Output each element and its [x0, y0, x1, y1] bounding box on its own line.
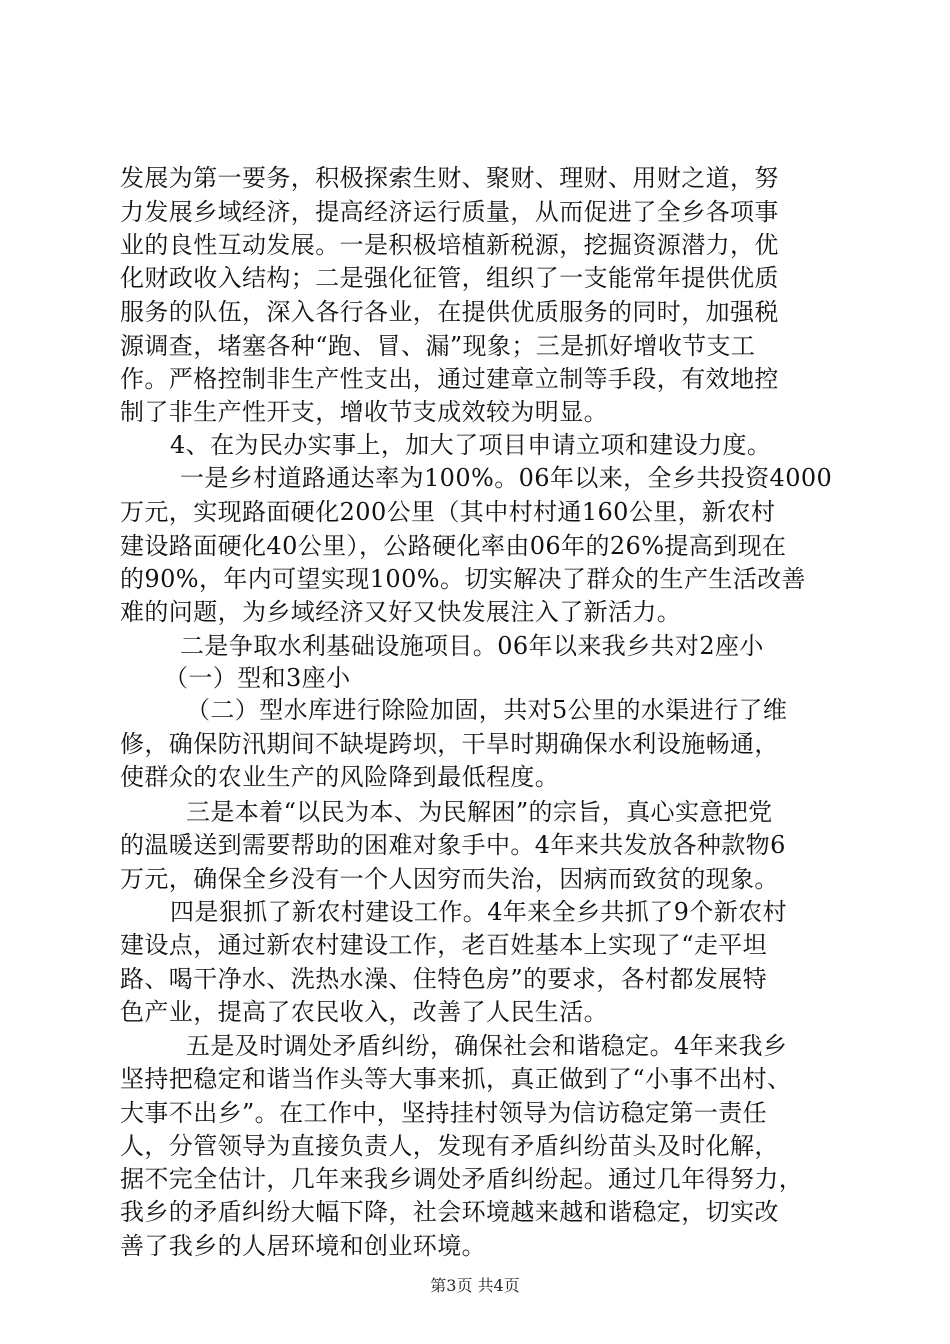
text-line: 使群众的农业生产的风险降到最低程度。: [120, 763, 560, 791]
text-line: 四是狠抓了新农村建设工作。4年来全乡共抓了9个新农村: [170, 898, 787, 926]
text-line: 建设路面硬化40公里），公路硬化率由06年的26%提高到现在: [120, 532, 787, 560]
text-line: 难的问题，为乡域经济又好又快发展注入了新活力。: [120, 598, 682, 626]
text-line: 大事不出乡”。在工作中，坚持挂村领导为信访稳定第一责任: [120, 1099, 768, 1127]
text-line: 制了非生产性开支，增收节支成效较为明显。: [120, 398, 608, 426]
text-line: 修，确保防汛期间不缺堤跨坝，干旱时期确保水利设施畅通，: [120, 730, 779, 758]
text-line: 化财政收入结构；二是强化征管，组织了一支能常年提供优质: [120, 264, 779, 292]
text-line: 力发展乡域经济，提高经济运行质量，从而促进了全乡各项事: [120, 198, 779, 226]
text-line: 万元，实现路面硬化200公里（其中村村通160公里，新农村: [120, 498, 776, 526]
text-line: 4、在为民办实事上，加大了项目申请立项和建设力度。: [170, 431, 772, 459]
text-line: （一）型和3座小: [164, 664, 351, 692]
text-line: 坚持把稳定和谐当作头等大事来抓，真正做到了“小事不出村、: [120, 1065, 792, 1093]
text-line: 服务的队伍，深入各行各业，在提供优质服务的同时，加强税: [120, 298, 779, 326]
text-line: 二是争取水利基础设施项目。06年以来我乡共对2座小: [180, 632, 764, 660]
text-line: 万元，确保全乡没有一个人因穷而失治，因病而致贫的现象。: [120, 865, 779, 893]
text-line: 路、喝干净水、洗热水澡、住特色房”的要求，各村都发展特: [120, 965, 768, 993]
text-line: 五是及时调处矛盾纠纷，确保社会和谐稳定。4年来我乡: [186, 1032, 788, 1060]
text-line: 业的良性互动发展。一是积极培植新税源，挖掘资源潜力，优: [120, 231, 779, 259]
text-line: 的温暖送到需要帮助的困难对象手中。4年来共发放各种款物6: [120, 831, 786, 859]
text-line: 源调查，堵塞各种“跑、冒、漏”现象；三是抓好增收节支工: [120, 332, 756, 360]
text-line: 三是本着“以民为本、为民解困”的宗旨，真心实意把党: [186, 798, 773, 826]
text-line: 色产业，提高了农民收入，改善了人民生活。: [120, 998, 608, 1026]
text-line: （二）型水库进行除险加固，共对5公里的水渠进行了维: [186, 696, 788, 724]
text-line: 一是乡村道路通达率为100%。06年以来，全乡共投资4000: [180, 464, 833, 492]
text-line: 的90%，年内可望实现100%。切实解决了群众的生产生活改善: [120, 565, 806, 593]
text-line: 发展为第一要务，积极探索生财、聚财、理财、用财之道，努: [120, 164, 779, 192]
text-line: 善了我乡的人居环境和创业环境。: [120, 1232, 486, 1260]
page-footer: 第3页 共4页: [430, 1276, 520, 1295]
text-line: 人，分管领导为直接负责人，发现有矛盾纠纷苗头及时化解，: [120, 1132, 779, 1160]
text-line: 建设点，通过新农村建设工作，老百姓基本上实现了“走平坦: [120, 931, 768, 959]
text-line: 作。严格控制非生产性支出，通过建章立制等手段，有效地控: [120, 365, 779, 393]
text-line: 我乡的矛盾纠纷大幅下降，社会环境越来越和谐稳定，切实改: [120, 1198, 779, 1226]
text-line: 据不完全估计，几年来我乡调处矛盾纠纷起。通过几年得努力，: [120, 1165, 804, 1193]
